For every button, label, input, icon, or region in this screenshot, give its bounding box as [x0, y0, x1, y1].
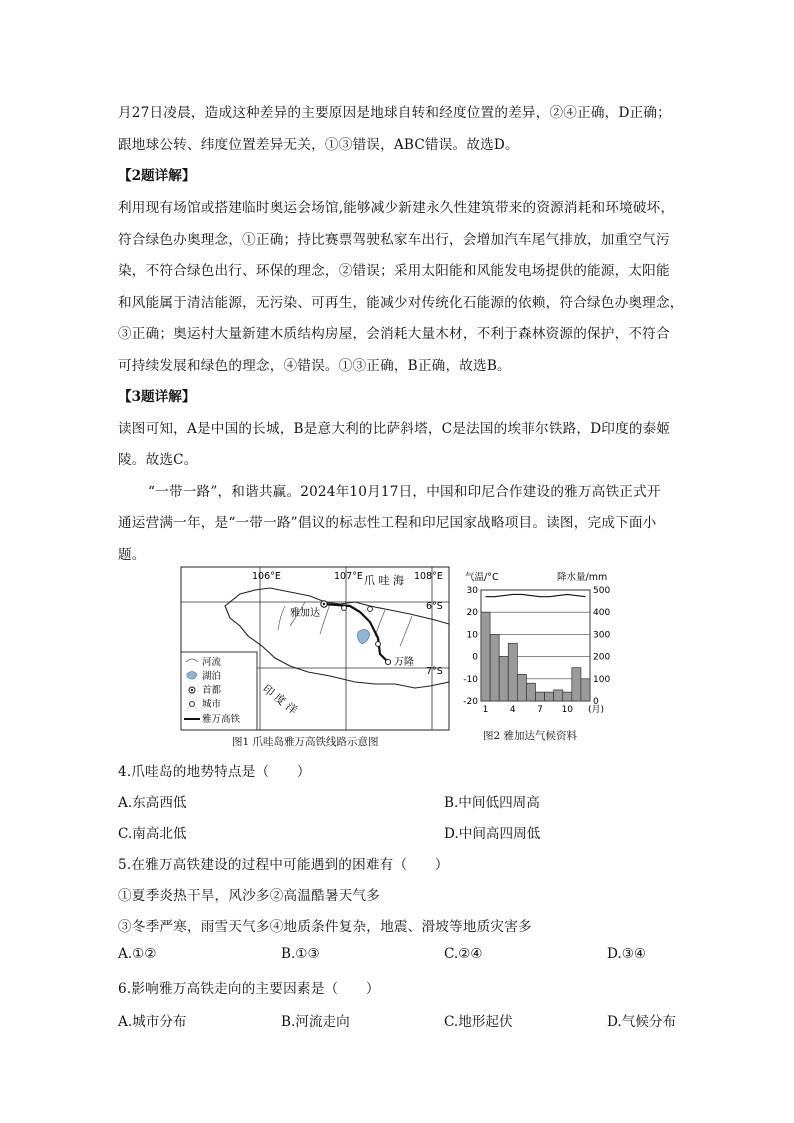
q5-option-d[interactable]: D.③④: [607, 946, 647, 962]
paragraph-line: ③正确；奥运村大量新建木质结构房屋，会消耗大量木材，不利于森林资源的保护，不符合: [118, 326, 670, 342]
x-axis-unit: (月): [588, 705, 605, 715]
lon-label: 108°E: [414, 571, 443, 582]
y-axis-right-label: 降水量/mm: [557, 572, 608, 583]
figure-2-caption: 图2 雅加达气候资料: [483, 730, 578, 742]
question-4-stem: 4.爪哇岛的地势特点是（ ）: [118, 764, 311, 780]
lon-label: 107°E: [334, 571, 363, 582]
y-right-tick-label: 500: [593, 586, 611, 596]
q6-option-d[interactable]: D.气候分布: [607, 1014, 677, 1030]
figure-2-climate-chart: [455, 568, 625, 742]
y-right-tick-label: 100: [593, 674, 611, 685]
paragraph-line: “一带一路”，和谐共赢。2024年10月17日，中国和印尼合作建设的雅万高铁正式开: [148, 484, 661, 500]
city-label: 万隆: [394, 657, 414, 668]
x-tick-label: 7: [537, 705, 543, 715]
y-right-tick-label: 300: [593, 630, 611, 641]
legend-label: 首都: [202, 685, 222, 696]
x-tick-label: 4: [509, 705, 516, 715]
q5-statements-line1: ①夏季炎热干旱，风沙多②高温酷暑天气多: [118, 888, 381, 904]
section-heading: 【2题详解】: [118, 168, 196, 184]
legend-label: 湖泊: [202, 671, 222, 682]
legend-label: 城市: [202, 699, 222, 710]
lat-label: 7°S: [426, 666, 443, 677]
precipitation-bar: [508, 643, 517, 701]
paragraph-line: 通运营满一年，是“一带一路”倡议的标志性工程和印尼国家战略项目。读图，完成下面小: [118, 515, 657, 531]
x-tick-label: 1: [482, 705, 489, 715]
paragraph-line: 可持续发展和绿色的理念，④错误。①③正确，B正确，故选B。: [118, 358, 511, 374]
y-right-tick-label: 0: [593, 697, 599, 707]
y-left-tick-label: 0: [472, 652, 478, 663]
paragraph-line: 和风能属于清洁能源，无污染、可再生，能减少对传统化石能源的依赖，符合绿色办奥理念，: [118, 295, 684, 311]
q6-option-c[interactable]: C.地形起伏: [444, 1014, 513, 1030]
lon-label: 106°E: [252, 571, 281, 582]
precipitation-bar: [545, 692, 554, 701]
precipitation-bar: [563, 692, 572, 701]
precipitation-bar: [554, 690, 563, 701]
paragraph-line: 利用现有场馆或搭建临时奥运会场馆,能够减少新建永久性建筑带来的资源消耗和环境破坏，: [118, 200, 675, 216]
legend-label: 雅万高铁: [202, 714, 241, 725]
figure-1-caption: 图1 爪哇岛雅万高铁线路示意图: [232, 736, 379, 748]
x-tick-label: 10: [561, 705, 574, 715]
q4-option-a[interactable]: A.东高西低: [118, 795, 187, 811]
q5-option-c[interactable]: C.②④: [444, 946, 483, 962]
paragraph-line: 题。: [118, 547, 146, 563]
q4-option-b[interactable]: B.中间低四周高: [444, 795, 540, 811]
y-left-tick-label: 20: [466, 608, 478, 619]
y-left-tick-label: 30: [466, 586, 478, 596]
question-6-stem: 6.影响雅万高铁走向的主要因素是（ ）: [118, 981, 380, 997]
capital-label: 雅加达: [290, 608, 320, 619]
sea-label-south: 印 度 洋: [260, 682, 300, 717]
climate-chart-svg: [455, 568, 625, 733]
y-left-tick-label: 10: [466, 630, 478, 641]
question-5-stem: 5.在雅万高铁建设的过程中可能遇到的困难有（ ）: [118, 857, 449, 873]
q5-option-b[interactable]: B.①③: [281, 946, 320, 962]
y-right-tick-label: 400: [593, 608, 611, 619]
city-legend-icon: [190, 702, 195, 707]
legend-label: 河流: [202, 657, 222, 668]
paragraph-line: 月27日凌晨，造成这种差异的主要原因是地球自转和经度位置的差异，②④正确，D正确；: [118, 105, 671, 121]
precipitation-bar: [526, 683, 535, 701]
figure-1-map: [180, 566, 450, 748]
lat-label: 6°S: [426, 601, 443, 612]
sea-label-north: 爪 哇 海: [364, 574, 404, 587]
city-symbol: [368, 607, 373, 612]
paragraph-line: 陵。故选C。: [118, 452, 198, 468]
precipitation-bar: [490, 634, 499, 701]
q5-statements-line2: ③冬季严寒，雨雪天气多④地质条件复杂，地震、滑坡等地质灾害多: [118, 919, 532, 935]
q4-option-c[interactable]: C.南高北低: [118, 826, 187, 842]
precipitation-bar: [481, 612, 490, 701]
y-right-tick-label: 200: [593, 652, 611, 663]
precipitation-bar: [581, 679, 590, 701]
map-svg: [180, 566, 450, 731]
q5-option-a[interactable]: A.①②: [118, 946, 157, 962]
paragraph-line: 跟地球公转、纬度位置差异无关，①③错误，ABC错误。故选D。: [118, 137, 519, 153]
q6-option-b[interactable]: B.河流走向: [281, 1014, 350, 1030]
precipitation-bar: [517, 674, 526, 701]
y-left-tick-label: -20: [463, 697, 478, 707]
precipitation-bar: [536, 692, 545, 701]
section-heading: 【3题详解】: [118, 389, 196, 405]
paragraph-line: 符合绿色办奥理念，①正确；持比赛票驾驶私家车出行，会增加汽车尾气排放，加重空气污: [118, 232, 670, 248]
q6-option-a[interactable]: A.城市分布: [118, 1014, 187, 1030]
city-symbol: [385, 659, 390, 664]
paragraph-line: 染，不符合绿色出行、环保的理念，②错误；采用太阳能和风能发电场提供的能源，太阳能: [118, 263, 670, 279]
y-left-tick-label: -10: [463, 674, 478, 685]
city-symbol: [342, 606, 347, 611]
paragraph-line: 读图可知，A是中国的长城，B是意大利的比萨斜塔，C是法国的埃菲尔铁路，D印度的泰姬: [118, 421, 671, 437]
precipitation-bar: [499, 657, 508, 701]
precipitation-bar: [572, 668, 581, 701]
y-axis-left-label: 气温/°C: [465, 572, 499, 583]
city-symbol: [376, 642, 381, 647]
q4-option-d[interactable]: D.中间高四周低: [444, 826, 541, 842]
